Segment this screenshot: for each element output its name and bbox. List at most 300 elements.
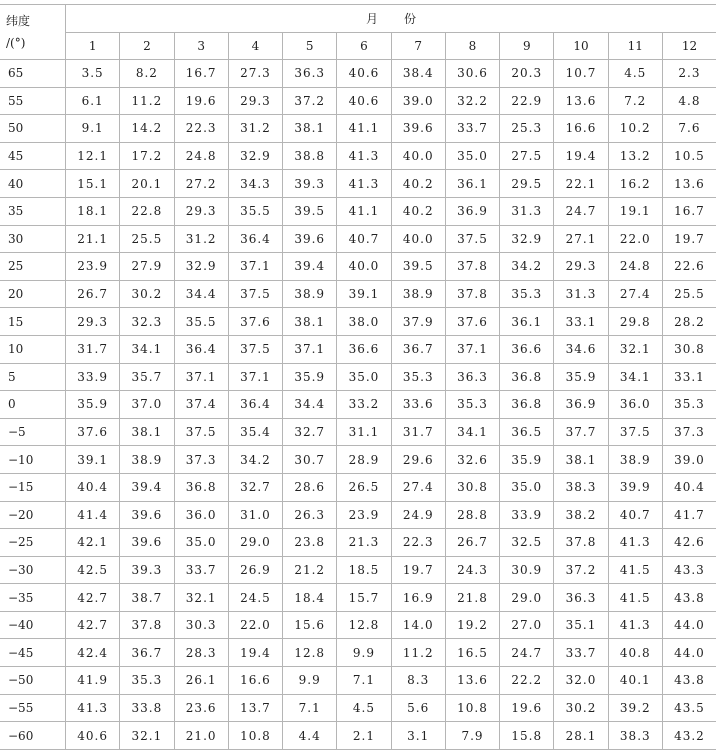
value-cell: 25.5: [662, 280, 716, 308]
value-cell: 32.0: [554, 667, 608, 695]
value-cell: 39.6: [120, 501, 174, 529]
value-cell: 4.4: [283, 722, 337, 750]
value-cell: 3.5: [66, 60, 120, 88]
value-cell: 29.0: [228, 529, 282, 557]
value-cell: 28.8: [445, 501, 499, 529]
table-row: [0, 639, 716, 667]
value-cell: 35.0: [174, 529, 228, 557]
value-cell: 36.5: [500, 418, 554, 446]
value-cell: 36.6: [337, 335, 391, 363]
table-row: [0, 280, 716, 308]
value-cell: 39.5: [391, 253, 445, 281]
value-cell: 37.8: [445, 280, 499, 308]
value-cell: 43.2: [662, 722, 716, 750]
value-cell: 8.2: [120, 60, 174, 88]
value-cell: 31.1: [337, 418, 391, 446]
value-cell: 19.4: [228, 639, 282, 667]
value-cell: 15.8: [500, 722, 554, 750]
value-cell: 42.6: [662, 529, 716, 557]
latitude-cell: 0: [0, 391, 66, 419]
value-cell: 39.6: [283, 225, 337, 253]
table-row: [0, 556, 716, 584]
value-cell: 19.1: [608, 197, 662, 225]
value-cell: 37.8: [120, 611, 174, 639]
table-row: [0, 115, 716, 143]
value-cell: 22.6: [662, 253, 716, 281]
value-cell: 27.2: [174, 170, 228, 198]
value-cell: 38.7: [120, 584, 174, 612]
value-cell: 21.3: [337, 529, 391, 557]
latitude-cell: −25: [0, 529, 66, 557]
value-cell: 21.0: [174, 722, 228, 750]
table-row: [0, 667, 716, 695]
value-cell: 20.3: [500, 60, 554, 88]
value-cell: 29.8: [608, 308, 662, 336]
value-cell: 22.1: [554, 170, 608, 198]
value-cell: 43.8: [662, 667, 716, 695]
value-cell: 40.6: [66, 722, 120, 750]
value-cell: 7.2: [608, 87, 662, 115]
value-cell: 10.8: [228, 722, 282, 750]
latitude-header: [0, 5, 66, 60]
value-cell: 31.7: [391, 418, 445, 446]
value-cell: 41.3: [337, 142, 391, 170]
value-cell: 40.1: [608, 667, 662, 695]
value-cell: 7.1: [283, 694, 337, 722]
value-cell: 36.3: [554, 584, 608, 612]
latitude-cell: −40: [0, 611, 66, 639]
value-cell: 38.9: [120, 446, 174, 474]
table-row: [0, 142, 716, 170]
value-cell: 37.8: [554, 529, 608, 557]
value-cell: 30.2: [120, 280, 174, 308]
value-cell: 14.2: [120, 115, 174, 143]
value-cell: 36.0: [608, 391, 662, 419]
value-cell: 7.6: [662, 115, 716, 143]
value-cell: 36.8: [174, 473, 228, 501]
value-cell: 37.3: [174, 446, 228, 474]
value-cell: 26.3: [283, 501, 337, 529]
value-cell: 36.3: [445, 363, 499, 391]
value-cell: 35.5: [174, 308, 228, 336]
latitude-cell: 50: [0, 115, 66, 143]
latitude-cell: 45: [0, 142, 66, 170]
value-cell: 27.4: [608, 280, 662, 308]
value-cell: 24.8: [608, 253, 662, 281]
value-cell: 32.5: [500, 529, 554, 557]
value-cell: 19.4: [554, 142, 608, 170]
value-cell: 35.3: [391, 363, 445, 391]
header-row-1: [0, 5, 716, 33]
value-cell: 34.4: [174, 280, 228, 308]
value-cell: 39.0: [391, 87, 445, 115]
value-cell: 34.4: [283, 391, 337, 419]
value-cell: 22.8: [120, 197, 174, 225]
value-cell: 32.1: [174, 584, 228, 612]
table-row: [0, 611, 716, 639]
value-cell: 35.3: [445, 391, 499, 419]
table-row: [0, 418, 716, 446]
latitude-cell: 55: [0, 87, 66, 115]
value-cell: 19.6: [174, 87, 228, 115]
latitude-cell: −10: [0, 446, 66, 474]
value-cell: 35.4: [228, 418, 282, 446]
value-cell: 38.0: [337, 308, 391, 336]
value-cell: 40.4: [662, 473, 716, 501]
value-cell: 35.0: [445, 142, 499, 170]
value-cell: 9.1: [66, 115, 120, 143]
value-cell: 30.9: [500, 556, 554, 584]
month-header-cell: 10: [554, 33, 608, 60]
value-cell: 35.9: [554, 363, 608, 391]
value-cell: 15.1: [66, 170, 120, 198]
value-cell: 23.9: [337, 501, 391, 529]
latitude-cell: −55: [0, 694, 66, 722]
value-cell: 40.8: [608, 639, 662, 667]
value-cell: 13.7: [228, 694, 282, 722]
value-cell: 27.5: [500, 142, 554, 170]
table-row: [0, 391, 716, 419]
table-body: [0, 60, 716, 750]
value-cell: 32.9: [500, 225, 554, 253]
value-cell: 12.8: [337, 611, 391, 639]
value-cell: 36.3: [283, 60, 337, 88]
value-cell: 26.5: [337, 473, 391, 501]
latitude-header-line1: 纬度: [6, 14, 31, 28]
value-cell: 10.5: [662, 142, 716, 170]
value-cell: 36.6: [500, 335, 554, 363]
value-cell: 34.2: [228, 446, 282, 474]
value-cell: 41.1: [337, 197, 391, 225]
value-cell: 24.9: [391, 501, 445, 529]
latitude-cell: 5: [0, 363, 66, 391]
value-cell: 30.7: [283, 446, 337, 474]
value-cell: 33.7: [174, 556, 228, 584]
value-cell: 41.5: [608, 584, 662, 612]
table-row: [0, 87, 716, 115]
value-cell: 18.5: [337, 556, 391, 584]
value-cell: 2.1: [337, 722, 391, 750]
value-cell: 16.6: [554, 115, 608, 143]
latitude-cell: −45: [0, 639, 66, 667]
table-row: [0, 253, 716, 281]
value-cell: 37.7: [554, 418, 608, 446]
value-cell: 27.3: [228, 60, 282, 88]
value-cell: 33.1: [662, 363, 716, 391]
value-cell: 31.3: [554, 280, 608, 308]
value-cell: 32.7: [283, 418, 337, 446]
value-cell: 29.3: [174, 197, 228, 225]
value-cell: 42.7: [66, 584, 120, 612]
value-cell: 33.9: [66, 363, 120, 391]
value-cell: 12.1: [66, 142, 120, 170]
value-cell: 40.2: [391, 197, 445, 225]
value-cell: 43.8: [662, 584, 716, 612]
value-cell: 39.0: [662, 446, 716, 474]
value-cell: 37.6: [66, 418, 120, 446]
value-cell: 10.7: [554, 60, 608, 88]
value-cell: 4.5: [608, 60, 662, 88]
table-row: [0, 308, 716, 336]
value-cell: 7.1: [337, 667, 391, 695]
month-header-cell: 7: [391, 33, 445, 60]
latitude-cell: −30: [0, 556, 66, 584]
value-cell: 37.5: [174, 418, 228, 446]
value-cell: 38.8: [283, 142, 337, 170]
value-cell: 40.7: [608, 501, 662, 529]
value-cell: 38.1: [283, 308, 337, 336]
value-cell: 30.2: [554, 694, 608, 722]
month-header-cell: 9: [500, 33, 554, 60]
value-cell: 38.1: [283, 115, 337, 143]
latitude-cell: 40: [0, 170, 66, 198]
value-cell: 30.8: [445, 473, 499, 501]
value-cell: 28.1: [554, 722, 608, 750]
latitude-cell: −35: [0, 584, 66, 612]
value-cell: 32.7: [228, 473, 282, 501]
value-cell: 21.8: [445, 584, 499, 612]
month-header-cell: 6: [337, 33, 391, 60]
value-cell: 39.3: [283, 170, 337, 198]
value-cell: 28.9: [337, 446, 391, 474]
value-cell: 31.2: [228, 115, 282, 143]
value-cell: 27.4: [391, 473, 445, 501]
month-header-cell: 8: [445, 33, 499, 60]
value-cell: 29.6: [391, 446, 445, 474]
value-cell: 13.6: [662, 170, 716, 198]
value-cell: 13.6: [445, 667, 499, 695]
value-cell: 3.1: [391, 722, 445, 750]
value-cell: 39.3: [120, 556, 174, 584]
value-cell: 37.1: [445, 335, 499, 363]
value-cell: 43.5: [662, 694, 716, 722]
month-header-cell: 2: [120, 33, 174, 60]
value-cell: 26.1: [174, 667, 228, 695]
value-cell: 33.8: [120, 694, 174, 722]
value-cell: 34.6: [554, 335, 608, 363]
value-cell: 16.7: [662, 197, 716, 225]
value-cell: 37.2: [283, 87, 337, 115]
value-cell: 31.2: [174, 225, 228, 253]
value-cell: 35.3: [662, 391, 716, 419]
value-cell: 34.1: [120, 335, 174, 363]
value-cell: 33.7: [554, 639, 608, 667]
value-cell: 38.3: [608, 722, 662, 750]
value-cell: 35.5: [228, 197, 282, 225]
value-cell: 28.2: [662, 308, 716, 336]
value-cell: 35.9: [500, 446, 554, 474]
value-cell: 25.3: [500, 115, 554, 143]
value-cell: 39.4: [120, 473, 174, 501]
value-cell: 19.6: [500, 694, 554, 722]
table-row: [0, 584, 716, 612]
value-cell: 18.1: [66, 197, 120, 225]
latitude-cell: −50: [0, 667, 66, 695]
value-cell: 40.7: [337, 225, 391, 253]
value-cell: 36.7: [391, 335, 445, 363]
value-cell: 40.6: [337, 87, 391, 115]
latitude-cell: 20: [0, 280, 66, 308]
month-number-row: [0, 33, 716, 60]
latitude-header-line2: /(°): [6, 36, 26, 50]
value-cell: 41.3: [608, 529, 662, 557]
value-cell: 41.3: [66, 694, 120, 722]
value-cell: 36.4: [174, 335, 228, 363]
value-cell: 25.5: [120, 225, 174, 253]
value-cell: 24.3: [445, 556, 499, 584]
value-cell: 11.2: [120, 87, 174, 115]
value-cell: 22.3: [391, 529, 445, 557]
value-cell: 37.2: [554, 556, 608, 584]
table-row: [0, 60, 716, 88]
table-row: [0, 501, 716, 529]
value-cell: 39.6: [120, 529, 174, 557]
value-cell: 34.3: [228, 170, 282, 198]
table-row: [0, 335, 716, 363]
value-cell: 27.9: [120, 253, 174, 281]
latitude-cell: −60: [0, 722, 66, 750]
value-cell: 31.3: [500, 197, 554, 225]
latitude-cell: 15: [0, 308, 66, 336]
value-cell: 17.2: [120, 142, 174, 170]
value-cell: 38.9: [391, 280, 445, 308]
latitude-cell: 10: [0, 335, 66, 363]
table-row: [0, 722, 716, 750]
value-cell: 38.1: [120, 418, 174, 446]
value-cell: 37.8: [445, 253, 499, 281]
value-cell: 36.9: [445, 197, 499, 225]
value-cell: 26.7: [445, 529, 499, 557]
value-cell: 24.8: [174, 142, 228, 170]
value-cell: 35.3: [120, 667, 174, 695]
table-row: [0, 529, 716, 557]
value-cell: 30.8: [662, 335, 716, 363]
value-cell: 40.0: [391, 225, 445, 253]
value-cell: 16.7: [174, 60, 228, 88]
value-cell: 4.8: [662, 87, 716, 115]
value-cell: 40.0: [391, 142, 445, 170]
value-cell: 33.2: [337, 391, 391, 419]
value-cell: 41.1: [337, 115, 391, 143]
latitude-cell: −20: [0, 501, 66, 529]
value-cell: 37.1: [174, 363, 228, 391]
value-cell: 37.3: [662, 418, 716, 446]
value-cell: 36.0: [174, 501, 228, 529]
value-cell: 34.1: [445, 418, 499, 446]
value-cell: 24.5: [228, 584, 282, 612]
value-cell: 15.7: [337, 584, 391, 612]
table-row: [0, 363, 716, 391]
value-cell: 35.9: [283, 363, 337, 391]
value-cell: 24.7: [500, 639, 554, 667]
table-row: [0, 197, 716, 225]
value-cell: 10.2: [608, 115, 662, 143]
value-cell: 29.0: [500, 584, 554, 612]
value-cell: 22.2: [500, 667, 554, 695]
value-cell: 29.3: [228, 87, 282, 115]
value-cell: 18.4: [283, 584, 337, 612]
latitude-cell: −15: [0, 473, 66, 501]
value-cell: 4.5: [337, 694, 391, 722]
value-cell: 32.6: [445, 446, 499, 474]
value-cell: 41.7: [662, 501, 716, 529]
value-cell: 27.1: [554, 225, 608, 253]
value-cell: 13.6: [554, 87, 608, 115]
value-cell: 37.5: [445, 225, 499, 253]
value-cell: 40.6: [337, 60, 391, 88]
value-cell: 37.1: [228, 363, 282, 391]
value-cell: 39.2: [608, 694, 662, 722]
latitude-cell: 25: [0, 253, 66, 281]
value-cell: 38.9: [608, 446, 662, 474]
value-cell: 36.7: [120, 639, 174, 667]
value-cell: 21.2: [283, 556, 337, 584]
month-header-cell: 4: [228, 33, 282, 60]
value-cell: 36.8: [500, 363, 554, 391]
value-cell: 35.3: [500, 280, 554, 308]
value-cell: 9.9: [337, 639, 391, 667]
value-cell: 43.3: [662, 556, 716, 584]
month-header-cell: 1: [66, 33, 120, 60]
value-cell: 28.6: [283, 473, 337, 501]
value-cell: 32.2: [445, 87, 499, 115]
month-group-char1: 月: [365, 12, 378, 26]
value-cell: 35.9: [66, 391, 120, 419]
value-cell: 42.1: [66, 529, 120, 557]
value-cell: 8.3: [391, 667, 445, 695]
value-cell: 32.9: [228, 142, 282, 170]
latitude-cell: 65: [0, 60, 66, 88]
value-cell: 42.4: [66, 639, 120, 667]
value-cell: 35.7: [120, 363, 174, 391]
value-cell: 44.0: [662, 639, 716, 667]
value-cell: 16.5: [445, 639, 499, 667]
value-cell: 42.7: [66, 611, 120, 639]
value-cell: 31.7: [66, 335, 120, 363]
value-cell: 37.5: [608, 418, 662, 446]
value-cell: 35.1: [554, 611, 608, 639]
value-cell: 37.1: [228, 253, 282, 281]
value-cell: 39.5: [283, 197, 337, 225]
value-cell: 22.0: [228, 611, 282, 639]
value-cell: 38.2: [554, 501, 608, 529]
value-cell: 31.0: [228, 501, 282, 529]
value-cell: 32.9: [174, 253, 228, 281]
value-cell: 37.5: [228, 280, 282, 308]
value-cell: 41.9: [66, 667, 120, 695]
table-row: [0, 694, 716, 722]
value-cell: 41.3: [608, 611, 662, 639]
value-cell: 42.5: [66, 556, 120, 584]
value-cell: 7.9: [445, 722, 499, 750]
value-cell: 27.0: [500, 611, 554, 639]
value-cell: 33.1: [554, 308, 608, 336]
value-cell: 37.6: [228, 308, 282, 336]
value-cell: 32.1: [608, 335, 662, 363]
month-header-cell: 12: [662, 33, 716, 60]
table-row: [0, 170, 716, 198]
month-header-cell: 5: [283, 33, 337, 60]
value-cell: 33.6: [391, 391, 445, 419]
value-cell: 37.5: [228, 335, 282, 363]
latitude-cell: 30: [0, 225, 66, 253]
value-cell: 33.7: [445, 115, 499, 143]
table-row: [0, 446, 716, 474]
value-cell: 28.3: [174, 639, 228, 667]
value-cell: 29.3: [66, 308, 120, 336]
table-row: [0, 473, 716, 501]
value-cell: 10.8: [445, 694, 499, 722]
